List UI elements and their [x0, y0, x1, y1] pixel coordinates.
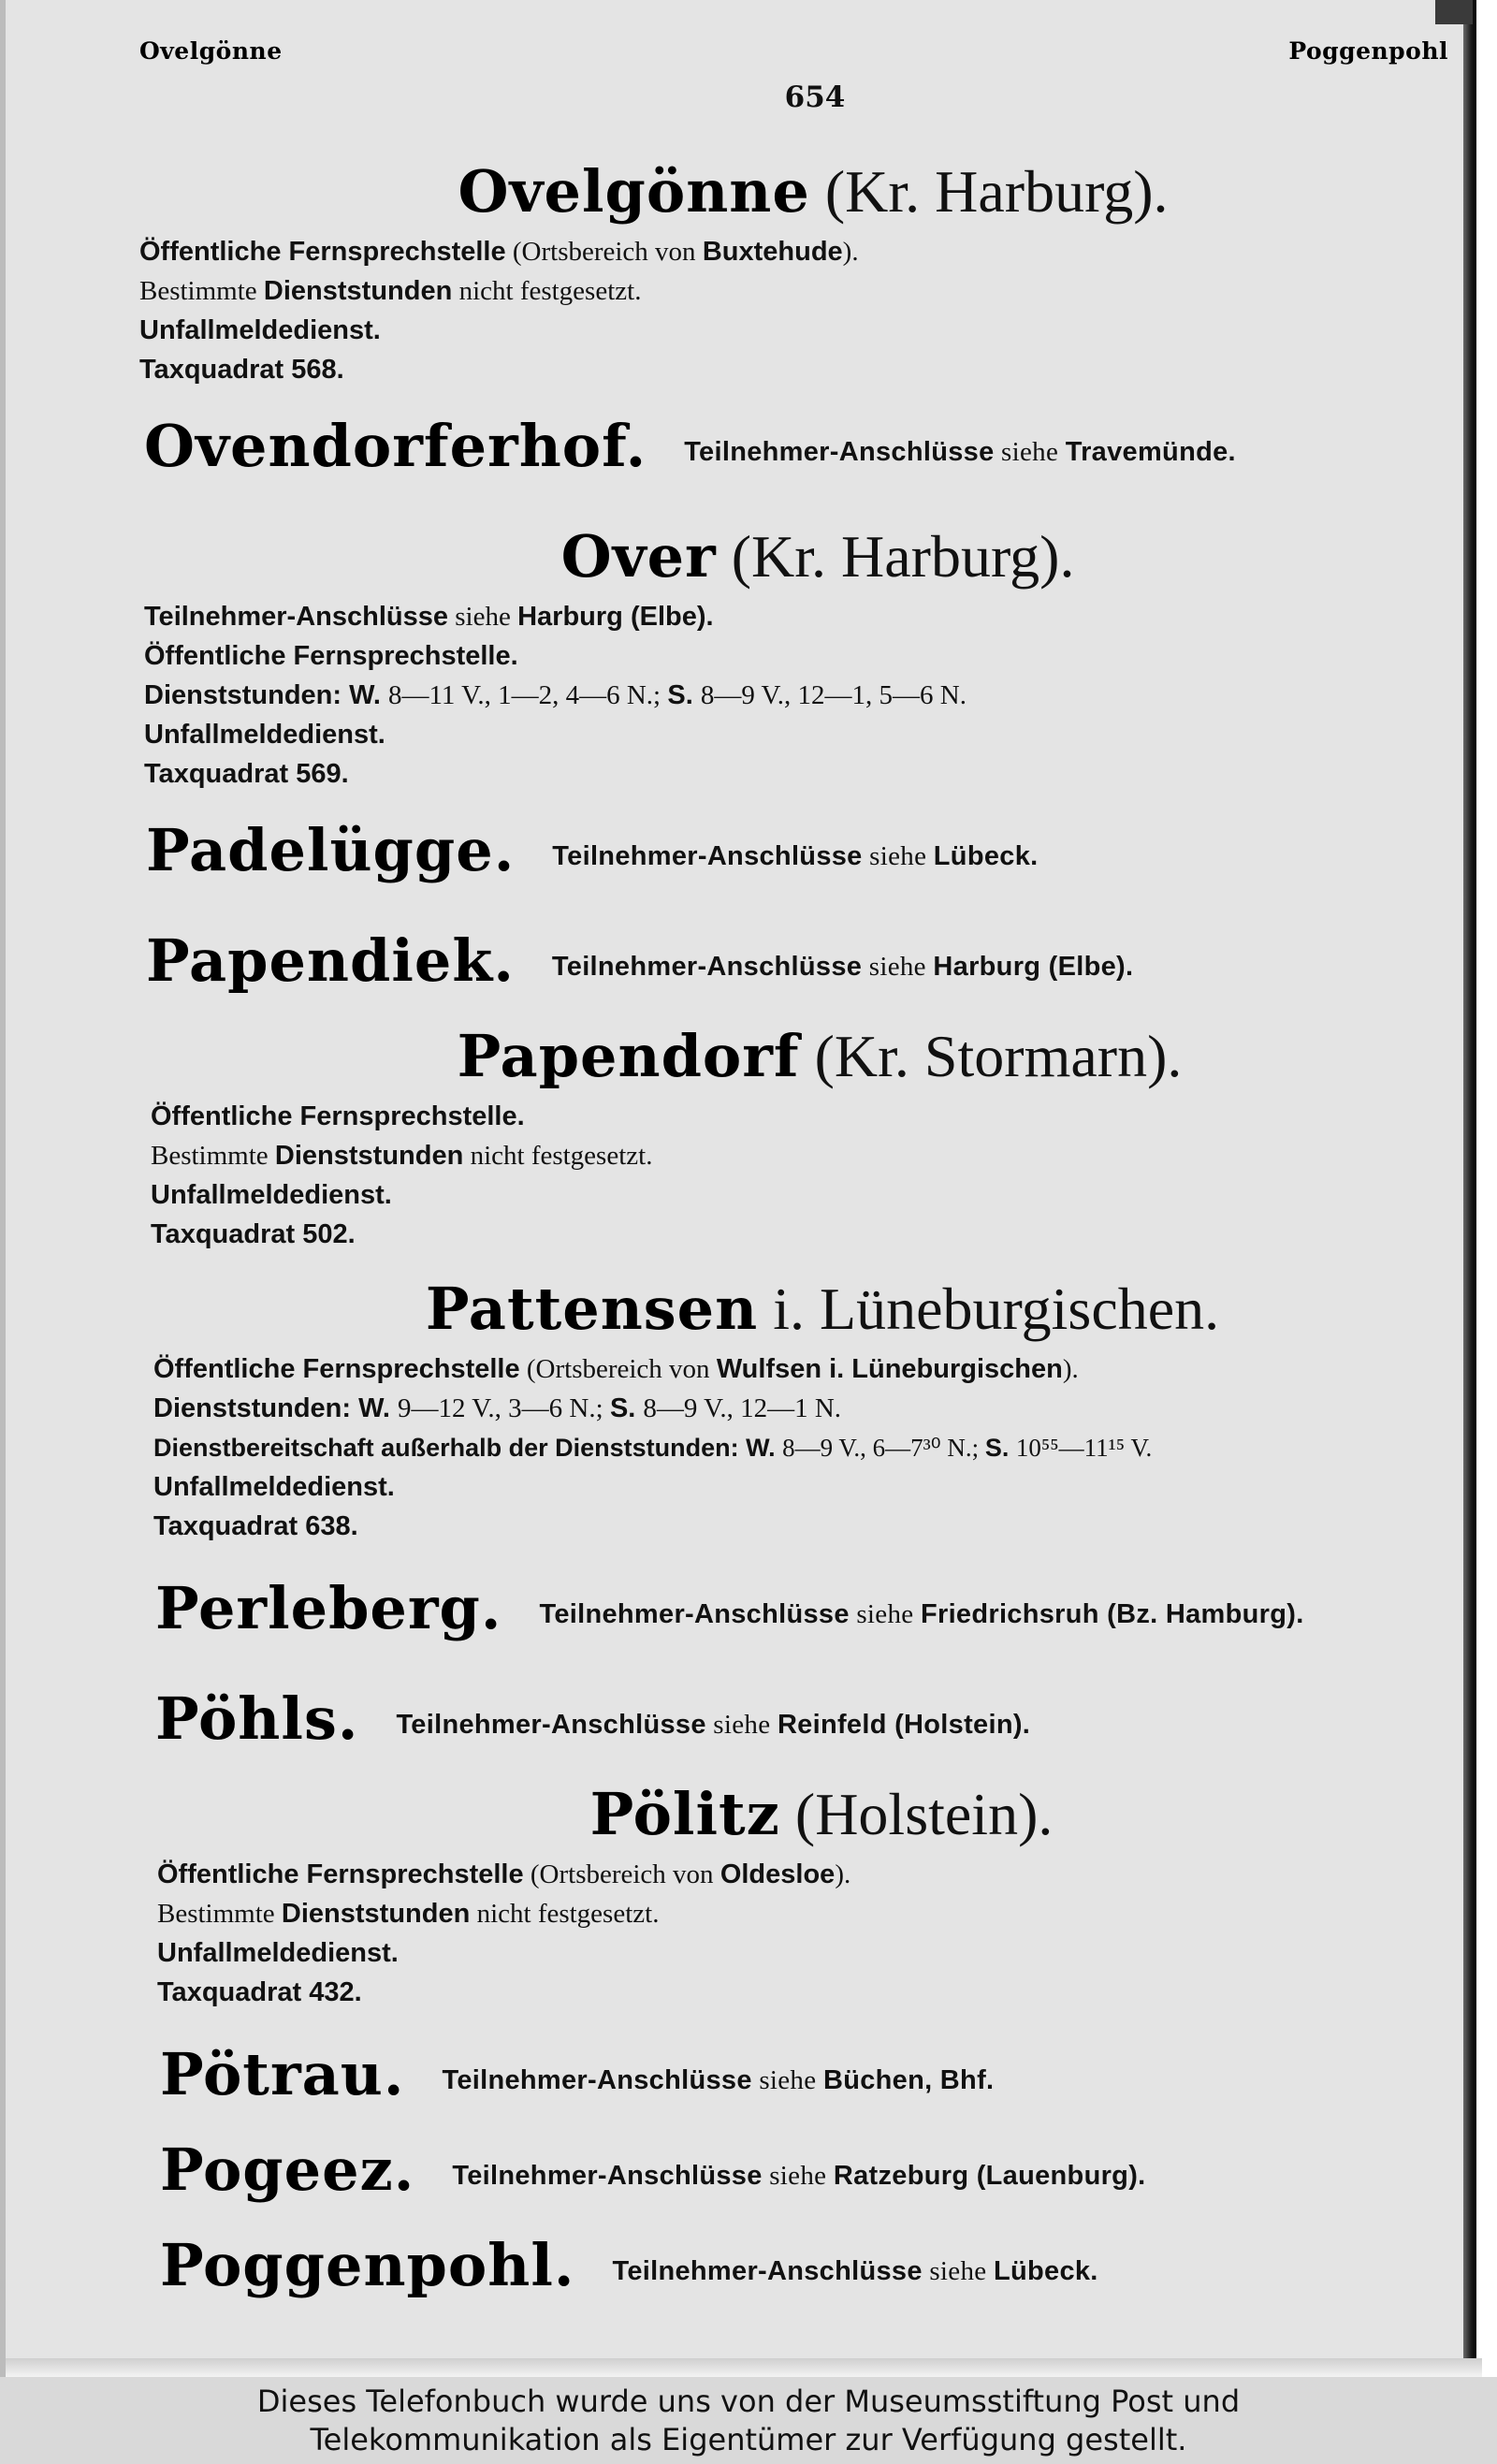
detail-line: Unfallmeldedienst. — [157, 1938, 399, 1968]
detail-line: Unfallmeldedienst. — [144, 720, 385, 750]
place-name: Poggenpohl. — [160, 2231, 575, 2299]
entry-details — [153, 1349, 1482, 1546]
footer-line: Telekommunikation als Eigentümer zur Verfügung gestellt. — [310, 2422, 1187, 2457]
reference-note: Teilnehmer-Anschlüsse siehe Lübeck. — [612, 2256, 1098, 2286]
entry-ovendorferhof — [144, 412, 1236, 480]
entry-details — [144, 597, 1454, 794]
page-corner-mark — [1435, 0, 1473, 24]
district: (Holstein). — [794, 1781, 1054, 1847]
entry-pattensen — [153, 1275, 1482, 1546]
detail-line: Dienstbereitschaft außerhalb der Dienststunden: W. 8—9 V., 6—7³⁰ N.; S. 10⁵⁵—11¹⁵ V. — [153, 1434, 1153, 1462]
entry-heading — [151, 1022, 1489, 1091]
footer-line: Dieses Telefonbuch wurde uns von der Museumsstiftung Post und — [256, 2384, 1241, 2419]
reference-note: Teilnehmer-Anschlüsse siehe Ratzeburg (Lauenburg). — [452, 2161, 1146, 2191]
place-name: Papendiek. — [146, 926, 515, 995]
detail-line: Taxquadrat 502. — [151, 1219, 356, 1249]
detail-line: Taxquadrat 568. — [139, 355, 344, 385]
entry-heading — [139, 157, 1487, 226]
reference-note: Teilnehmer-Anschlüsse siehe Friedrichsruh (Bz. Hamburg). — [539, 1599, 1304, 1629]
detail-line: Unfallmeldedienst. — [139, 315, 381, 345]
place-name: Over — [560, 522, 717, 590]
entry-details — [151, 1097, 1461, 1254]
page-bottom-edge — [6, 2358, 1482, 2377]
entry-padeluegge — [146, 816, 1038, 884]
entry-papendiek — [146, 926, 1133, 995]
reference-note: Teilnehmer-Anschlüsse siehe Lübeck. — [552, 841, 1039, 871]
district: i. Lüneburgischen. — [773, 1276, 1220, 1342]
reference-note: Teilnehmer-Anschlüsse siehe Harburg (Elbe). — [551, 952, 1134, 982]
detail-line: Bestimmte Dienststunden nicht festgesetzt. — [139, 276, 642, 306]
detail-line: Öffentliche Fernsprechstelle (Ortsbereich von Wulfsen i. Lüneburgischen). — [153, 1354, 1079, 1384]
place-name: Pogeez. — [160, 2136, 415, 2204]
page-number: 654 — [784, 80, 846, 114]
district: (Kr. Harburg). — [731, 523, 1075, 590]
entry-heading — [144, 522, 1491, 591]
entry-heading — [157, 1780, 1486, 1849]
detail-line: Bestimmte Dienststunden nicht festgesetzt. — [157, 1899, 660, 1929]
entry-poetrau — [160, 2040, 994, 2108]
running-head-right: Poggenpohl — [1288, 37, 1448, 65]
running-head-left: Ovelgönne — [139, 37, 283, 65]
place-name: Pötrau. — [160, 2040, 405, 2108]
place-name: Ovendorferhof. — [144, 412, 647, 480]
district: (Kr. Harburg). — [824, 158, 1169, 225]
district: (Kr. Stormarn). — [814, 1023, 1183, 1089]
detail-line: Teilnehmer-Anschlüsse siehe Harburg (Elbe). — [144, 602, 714, 632]
entry-poehls — [155, 1684, 1030, 1753]
entry-poelitz — [157, 1780, 1467, 2012]
place-name: Pölitz — [589, 1780, 780, 1848]
reference-note: Teilnehmer-Anschlüsse siehe Reinfeld (Holstein). — [396, 1710, 1031, 1740]
detail-line: Taxquadrat 638. — [153, 1511, 358, 1541]
place-name: Ovelgönne — [458, 157, 810, 226]
entry-perleberg — [155, 1574, 1304, 1642]
entry-ovelgoenne — [139, 157, 1449, 389]
place-name: Pattensen — [425, 1275, 759, 1343]
detail-line: Öffentliche Fernsprechstelle. — [144, 641, 518, 671]
place-name: Pöhls. — [155, 1684, 359, 1753]
entry-pogeez — [160, 2136, 1146, 2204]
entry-details — [139, 232, 1449, 389]
detail-line: Öffentliche Fernsprechstelle (Ortsbereich von Buxtehude). — [139, 237, 859, 267]
detail-line: Öffentliche Fernsprechstelle (Ortsbereich von Oldesloe). — [157, 1859, 851, 1889]
reference-note: Teilnehmer-Anschlüsse siehe Büchen, Bhf. — [442, 2065, 995, 2095]
detail-line: Öffentliche Fernsprechstelle. — [151, 1101, 525, 1131]
provenance-footer — [0, 2377, 1497, 2464]
detail-line: Bestimmte Dienststunden nicht festgesetzt. — [151, 1141, 653, 1171]
entry-over — [144, 522, 1454, 794]
detail-line: Unfallmeldedienst. — [153, 1472, 395, 1502]
entry-poggenpohl — [160, 2231, 1098, 2299]
detail-line: Taxquadrat 569. — [144, 759, 349, 789]
detail-line: Taxquadrat 432. — [157, 1977, 362, 2007]
place-name: Perleberg. — [155, 1574, 502, 1642]
place-name: Padelügge. — [146, 816, 516, 884]
place-name: Papendorf — [457, 1022, 800, 1090]
entry-papendorf — [151, 1022, 1461, 1254]
reference-note: Teilnehmer-Anschlüsse siehe Travemünde. — [684, 437, 1236, 467]
detail-line: Unfallmeldedienst. — [151, 1180, 392, 1210]
page-edge-shadow — [1463, 0, 1476, 2377]
entry-heading — [153, 1275, 1491, 1344]
detail-line: Dienststunden: W. 9—12 V., 3—6 N.; S. 8—9 V., 12—1 N. — [153, 1393, 842, 1423]
entry-details — [157, 1855, 1467, 2012]
detail-line: Dienststunden: W. 8—11 V., 1—2, 4—6 N.; S. 8—9 V., 12—1, 5—6 N. — [144, 680, 967, 710]
